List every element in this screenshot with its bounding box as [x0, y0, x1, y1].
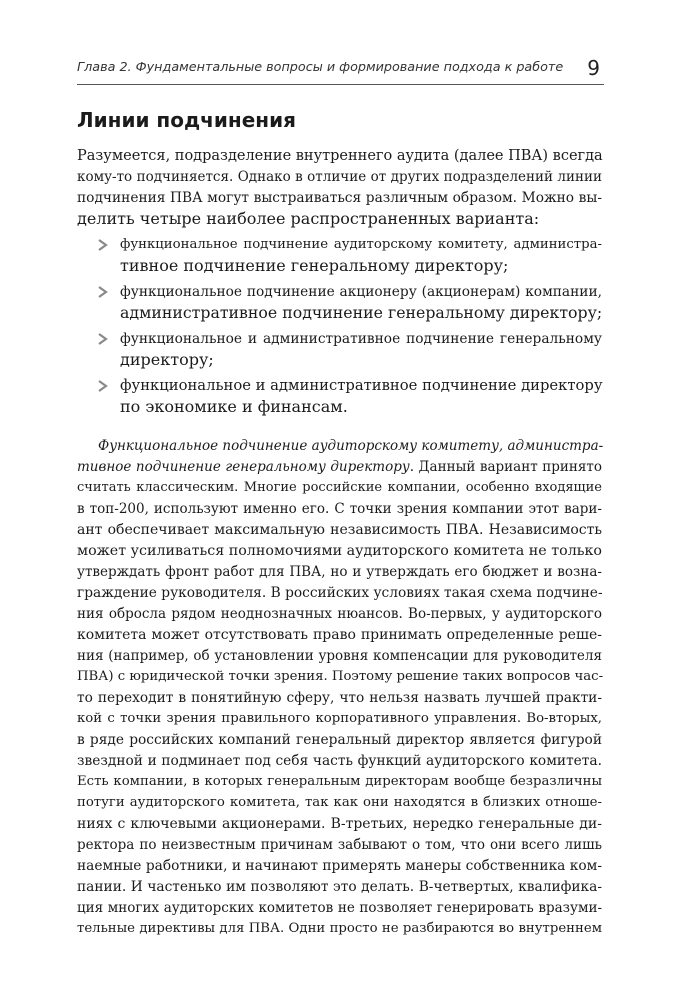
text-line	[98, 436, 602, 456]
text-line: звездной и подминает под себя часть функций аудиторского комитета.	[77, 753, 602, 769]
text-span: . Данный вариант принято	[409, 459, 602, 475]
text-line: наемные работники, и начинают примерять манеры собственника ком-	[77, 858, 602, 874]
italic-text: Функциональное подчинение аудиторскому комитету, администра-	[98, 438, 604, 454]
text-line: утверждать фронт работ для ПВА, но и утверждать его бюджет и возна-	[77, 564, 602, 580]
text-line: может усиливаться полномочиями аудиторского комитета не только	[77, 543, 602, 559]
text-line: ант обеспечивает максимальную независимость ПВА. Независимость	[77, 522, 602, 538]
text-line: кому-то подчиняется. Однако в отличие от других подразделений линии	[77, 169, 602, 185]
text-line: делить четыре наиболее распространенных варианта:	[77, 209, 540, 228]
text-line: граждение руководителя. В российских условиях такая схема подчине-	[77, 585, 603, 601]
list-item-line: тивное подчинение генеральному директору;	[120, 256, 509, 275]
list-item-line: функциональное и административное подчинение генеральному	[120, 331, 602, 347]
text-line: Разумеется, подразделение внутреннего аудита (далее ПВА) всегда	[77, 148, 603, 164]
text-line: Есть компании, в которых генеральным директорам вообще безразличны	[77, 774, 602, 789]
text-line: ция многих аудиторских комитетов не позволяет генерировать вразуми-	[77, 900, 602, 916]
text-line: ниях с ключевыми акционерами. В-третьих, нередко генеральные ди-	[77, 816, 602, 832]
text-line: подчинения ПВА могут выстраиваться различным образом. Можно вы-	[77, 190, 602, 206]
text-line: тельные директивы для ПВА. Одни просто не разбираются во внутреннем	[77, 921, 602, 936]
list-item-line: директору;	[120, 350, 214, 369]
running-header	[77, 58, 604, 85]
text-line: в ряде российских компаний генеральный директор является фигурой	[77, 732, 602, 748]
text-line: потуги аудиторского комитета, так как они находятся в близких отноше-	[77, 795, 602, 810]
chevron-right-icon	[98, 282, 108, 302]
text-line: пании. И частенько им позволяют это делать. В-четвертых, квалифика-	[77, 879, 602, 895]
text-line: ния (например, об установлении уровня компенсации для руководителя	[77, 648, 602, 664]
list-item-line: функциональное подчинение аудиторскому комитету, администра-	[120, 237, 602, 252]
chevron-right-icon	[98, 376, 108, 396]
list-item-line: функциональное подчинение акционеру (акционерам) компании,	[120, 284, 602, 300]
italic-text: тивное подчинение генеральному директору	[77, 459, 410, 475]
text-line	[77, 457, 602, 477]
chevron-right-icon	[98, 235, 108, 255]
page-number: 9	[587, 56, 600, 80]
chapter-title: Глава 2. Фундаментальные вопросы и формирование подхода к работе	[77, 60, 564, 75]
list-item-line: административное подчинение генеральному директору;	[120, 303, 603, 322]
text-line: в топ-200, используют именно его. С точки зрения компании этот вари-	[77, 501, 602, 517]
text-line: ния обросла рядом неоднозначных нюансов. Во-первых, у аудиторского	[77, 606, 602, 622]
text-line: ректора по неизвестным причинам забывают о том, что они всего лишь	[77, 837, 602, 853]
text-line: кой с точки зрения правильного корпоративного управления. Во-вторых,	[77, 711, 602, 726]
list-item-line: функциональное и административное подчинение директору	[120, 377, 603, 394]
section-heading: Линии подчинения	[77, 108, 296, 132]
list-item-line: по экономике и финансам.	[120, 397, 348, 416]
chevron-right-icon	[98, 329, 108, 349]
text-line: ПВА) с юридической точки зрения. Поэтому решение таких вопросов час-	[77, 669, 604, 684]
text-line: считать классическим. Многие российские компании, особенно входящие	[77, 480, 602, 495]
text-line: комитета может отсутствовать право принимать определенные реше-	[77, 627, 602, 643]
text-line: то переходит в понятийную сферу, что нельзя назвать лучшей практи-	[77, 690, 602, 706]
